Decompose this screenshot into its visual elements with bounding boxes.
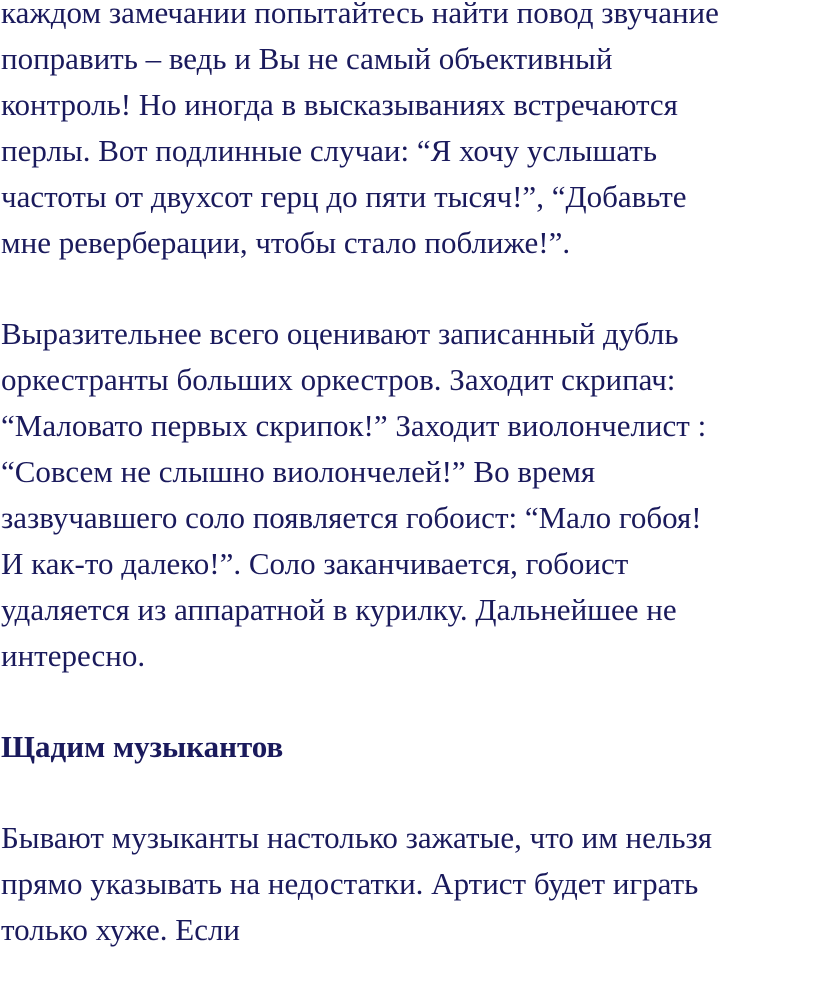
paragraph-line: поправить – ведь и Вы не самый объективный	[1, 41, 613, 76]
paragraph-line: И как-то далеко!”. Соло заканчивается, гобоист	[1, 546, 629, 581]
paragraph-line: “Совсем не слышно виолончелей!” Во время	[1, 454, 596, 489]
paragraph-line: каждом замечании попытайтесь найти повод звучание	[1, 0, 719, 30]
paragraph-spacer	[1, 679, 816, 724]
paragraph-line: мне реверберации, чтобы стало поближе!”.	[1, 225, 571, 260]
paragraph-line: Бывают музыканты настолько зажатые, что им нельзя	[1, 820, 713, 855]
paragraph-line: прямо указывать на недостатки. Артист будет играть	[1, 866, 699, 901]
paragraph-line: “Маловато первых скрипок!” Заходит виолончелист :	[1, 408, 707, 443]
paragraph-line: зазвучавшего соло появляется гобоист: “Мало гобоя!	[1, 500, 702, 535]
paragraph-2	[1, 311, 816, 679]
paragraph-line: оркестранты больших оркестров. Заходит скрипач:	[1, 362, 676, 397]
paragraph-line: интересно.	[1, 638, 146, 673]
paragraph-1	[1, 0, 816, 266]
paragraph-line: частоты от двухсот герц до пяти тысяч!”, “Добавьте	[1, 179, 687, 214]
paragraph-line: только хуже. Если	[1, 912, 241, 947]
paragraph-line: Выразительнее всего оценивают записанный дубль	[1, 316, 679, 351]
paragraph-line: удаляется из аппаратной в курилку. Дальнейшее не	[1, 592, 677, 627]
section-heading: Щадим музыкантов	[1, 729, 284, 764]
paragraph-spacer	[1, 770, 816, 815]
paragraph-spacer	[1, 266, 816, 311]
paragraph-line: перлы. Вот подлинные случаи: “Я хочу услышать	[1, 133, 657, 168]
paragraph-line: контроль! Но иногда в высказываниях встречаются	[1, 87, 678, 122]
paragraph-3	[1, 815, 816, 953]
